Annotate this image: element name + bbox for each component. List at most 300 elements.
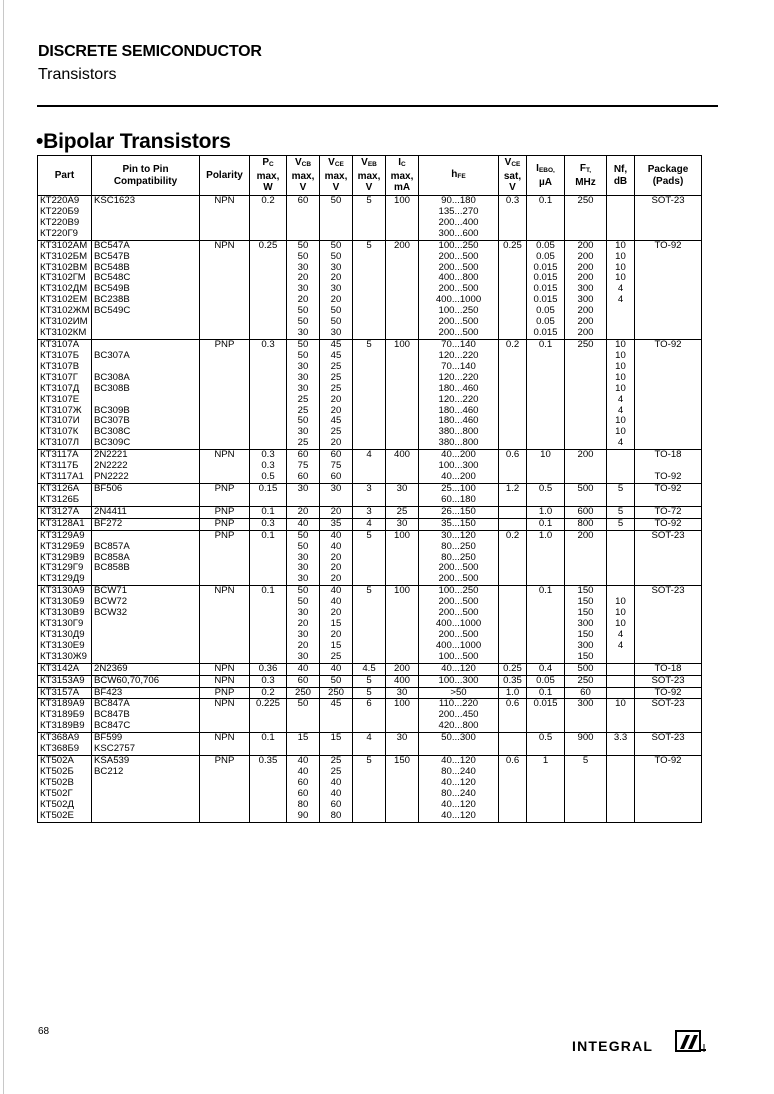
cell-vce: 50 bbox=[320, 317, 353, 328]
cell-package: SOT-23 bbox=[635, 675, 702, 687]
cell-vce: 250 bbox=[320, 687, 353, 699]
cell-hfe: 30...120 bbox=[419, 530, 499, 541]
cell-nf: 10 bbox=[607, 351, 635, 362]
cell-iebo bbox=[527, 767, 565, 778]
cell-ft bbox=[565, 710, 607, 721]
cell-compatibility: BC238B bbox=[92, 295, 200, 306]
cell-veb bbox=[353, 778, 386, 789]
cell-polarity bbox=[200, 252, 250, 263]
cell-ft: 600 bbox=[565, 506, 607, 518]
cell-iebo bbox=[527, 373, 565, 384]
cell-vce: 20 bbox=[320, 506, 353, 518]
col-header-line: IC bbox=[398, 157, 406, 169]
cell-iebo bbox=[527, 574, 565, 585]
cell-vcb: 30 bbox=[287, 553, 320, 564]
cell-hfe: 200...500 bbox=[419, 328, 499, 339]
cell-iebo bbox=[527, 641, 565, 652]
table-row bbox=[38, 339, 702, 350]
page-number: 68 bbox=[38, 1026, 50, 1037]
cell-ft bbox=[565, 542, 607, 553]
cell-hfe: 200...450 bbox=[419, 710, 499, 721]
cell-compatibility: BC308C bbox=[92, 427, 200, 438]
cell-package bbox=[635, 438, 702, 449]
cell-compatibility: BC547A bbox=[92, 240, 200, 251]
col-header-line: V bbox=[509, 182, 516, 194]
cell-vcb: 90 bbox=[287, 811, 320, 822]
cell-iebo: 0.015 bbox=[527, 295, 565, 306]
cell-package bbox=[635, 229, 702, 240]
cell-hfe: 180...460 bbox=[419, 416, 499, 427]
cell-pc: 0.1 bbox=[250, 530, 287, 541]
cell-package: TO-92 bbox=[635, 687, 702, 699]
cell-iebo bbox=[527, 438, 565, 449]
cell-pc: 0.3 bbox=[250, 450, 287, 461]
cell-polarity: PNP bbox=[200, 518, 250, 530]
cell-hfe bbox=[419, 744, 499, 755]
cell-pc bbox=[250, 800, 287, 811]
cell-vce-sat bbox=[499, 438, 527, 449]
cell-compatibility bbox=[92, 641, 200, 652]
cell-hfe: 300...600 bbox=[419, 229, 499, 240]
cell-vcb: 60 bbox=[287, 778, 320, 789]
cell-package bbox=[635, 597, 702, 608]
cell-vce-sat bbox=[499, 518, 527, 530]
cell-polarity: PNP bbox=[200, 506, 250, 518]
cell-nf: 4 bbox=[607, 295, 635, 306]
cell-package bbox=[635, 252, 702, 263]
cell-vce-sat bbox=[499, 506, 527, 518]
cell-polarity bbox=[200, 395, 250, 406]
cell-ic: 100 bbox=[386, 196, 419, 207]
cell-ic bbox=[386, 263, 419, 274]
table-row bbox=[38, 652, 702, 663]
cell-pc bbox=[250, 284, 287, 295]
cell-veb bbox=[353, 384, 386, 395]
cell-nf: 4 bbox=[607, 630, 635, 641]
cell-ic bbox=[386, 406, 419, 417]
cell-vce bbox=[320, 710, 353, 721]
cell-hfe: 50...300 bbox=[419, 733, 499, 744]
cell-vcb: 30 bbox=[287, 362, 320, 373]
cell-package: TO-92 bbox=[635, 472, 702, 483]
cell-ic: 100 bbox=[386, 339, 419, 350]
cell-veb bbox=[353, 284, 386, 295]
cell-pc: 0.25 bbox=[250, 240, 287, 251]
cell-part: КТ368Б9 bbox=[38, 744, 92, 755]
cell-ic bbox=[386, 789, 419, 800]
cell-hfe: 70...140 bbox=[419, 339, 499, 350]
cell-veb: 6 bbox=[353, 699, 386, 710]
col-header-package bbox=[635, 156, 702, 196]
cell-iebo bbox=[527, 721, 565, 732]
cell-pc bbox=[250, 608, 287, 619]
cell-veb bbox=[353, 273, 386, 284]
cell-nf: 5 bbox=[607, 483, 635, 494]
cell-iebo: 0.05 bbox=[527, 252, 565, 263]
table-row bbox=[38, 328, 702, 339]
cell-vcb: 25 bbox=[287, 395, 320, 406]
document-subcategory: Transistors bbox=[38, 66, 117, 83]
col-header-pc bbox=[250, 156, 287, 196]
cell-ic bbox=[386, 630, 419, 641]
cell-vce-sat bbox=[499, 351, 527, 362]
cell-polarity: NPN bbox=[200, 675, 250, 687]
table-row bbox=[38, 472, 702, 483]
cell-pc bbox=[250, 597, 287, 608]
table-row bbox=[38, 733, 702, 744]
cell-compatibility: BC308B bbox=[92, 384, 200, 395]
cell-compatibility bbox=[92, 495, 200, 506]
cell-vce-sat: 1.2 bbox=[499, 483, 527, 494]
cell-compatibility: 2N2222 bbox=[92, 461, 200, 472]
cell-vce-sat bbox=[499, 619, 527, 630]
table-row bbox=[38, 284, 702, 295]
col-header-polarity bbox=[200, 156, 250, 196]
cell-veb: 4 bbox=[353, 450, 386, 461]
cell-part: КТ368А9 bbox=[38, 733, 92, 744]
cell-part: КТ3102ИМ bbox=[38, 317, 92, 328]
cell-package bbox=[635, 328, 702, 339]
cell-ic bbox=[386, 416, 419, 427]
cell-vcb: 50 bbox=[287, 317, 320, 328]
cell-vce bbox=[320, 495, 353, 506]
cell-package bbox=[635, 608, 702, 619]
cell-hfe: 70...140 bbox=[419, 362, 499, 373]
cell-polarity bbox=[200, 351, 250, 362]
cell-veb: 5 bbox=[353, 530, 386, 541]
cell-vce: 30 bbox=[320, 328, 353, 339]
cell-part: КТ3107В bbox=[38, 362, 92, 373]
cell-vce-sat bbox=[499, 630, 527, 641]
col-header-line: max, bbox=[256, 170, 280, 182]
cell-compatibility bbox=[92, 362, 200, 373]
cell-polarity bbox=[200, 641, 250, 652]
cell-compatibility: BCW32 bbox=[92, 608, 200, 619]
col-header-line: VEB bbox=[361, 157, 377, 169]
cell-vcb: 50 bbox=[287, 416, 320, 427]
cell-hfe: 80...250 bbox=[419, 542, 499, 553]
cell-package bbox=[635, 384, 702, 395]
table-row bbox=[38, 252, 702, 263]
cell-vcb: 20 bbox=[287, 619, 320, 630]
cell-hfe: 200...500 bbox=[419, 630, 499, 641]
cell-vce: 20 bbox=[320, 630, 353, 641]
table-row bbox=[38, 295, 702, 306]
cell-ic bbox=[386, 710, 419, 721]
cell-vce-sat bbox=[499, 472, 527, 483]
cell-vce-sat bbox=[499, 495, 527, 506]
table-row bbox=[38, 699, 702, 710]
cell-ft bbox=[565, 384, 607, 395]
table-row bbox=[38, 663, 702, 675]
cell-part: КТ3107К bbox=[38, 427, 92, 438]
cell-iebo bbox=[527, 563, 565, 574]
cell-part: КТ3117А1 bbox=[38, 472, 92, 483]
cell-hfe: 40...200 bbox=[419, 450, 499, 461]
page-edge-line bbox=[3, 0, 4, 1094]
cell-polarity bbox=[200, 778, 250, 789]
table-row bbox=[38, 630, 702, 641]
table-row bbox=[38, 240, 702, 251]
cell-nf bbox=[607, 721, 635, 732]
cell-ft: 800 bbox=[565, 518, 607, 530]
cell-vce: 20 bbox=[320, 553, 353, 564]
cell-pc bbox=[250, 317, 287, 328]
cell-hfe: 180...460 bbox=[419, 384, 499, 395]
cell-hfe: 200...500 bbox=[419, 284, 499, 295]
cell-nf: 10 bbox=[607, 373, 635, 384]
cell-vce: 50 bbox=[320, 306, 353, 317]
cell-iebo bbox=[527, 542, 565, 553]
cell-ft: 200 bbox=[565, 240, 607, 251]
cell-compatibility: PN2222 bbox=[92, 472, 200, 483]
cell-ft: 900 bbox=[565, 733, 607, 744]
cell-package bbox=[635, 362, 702, 373]
cell-vce: 40 bbox=[320, 789, 353, 800]
cell-ft: 250 bbox=[565, 675, 607, 687]
cell-pc bbox=[250, 563, 287, 574]
cell-ft: 500 bbox=[565, 663, 607, 675]
col-header-compatibility bbox=[92, 156, 200, 196]
cell-nf bbox=[607, 472, 635, 483]
section-title bbox=[36, 130, 231, 154]
cell-nf: 10 bbox=[607, 597, 635, 608]
subscript: FE bbox=[457, 172, 466, 180]
cell-vce-sat bbox=[499, 744, 527, 755]
cell-veb bbox=[353, 416, 386, 427]
cell-pc bbox=[250, 427, 287, 438]
cell-ic: 400 bbox=[386, 450, 419, 461]
table-row bbox=[38, 811, 702, 822]
cell-part: КТ3127А bbox=[38, 506, 92, 518]
cell-vce: 20 bbox=[320, 608, 353, 619]
section-title-text: Bipolar Transistors bbox=[43, 130, 231, 153]
subscript: EB bbox=[367, 161, 377, 169]
cell-iebo: 0.015 bbox=[527, 284, 565, 295]
cell-vce: 20 bbox=[320, 395, 353, 406]
cell-ft bbox=[565, 438, 607, 449]
cell-veb bbox=[353, 406, 386, 417]
cell-nf bbox=[607, 218, 635, 229]
table-row bbox=[38, 542, 702, 553]
cell-vce: 50 bbox=[320, 675, 353, 687]
cell-vce-sat bbox=[499, 767, 527, 778]
cell-veb: 5 bbox=[353, 240, 386, 251]
cell-hfe: 100...250 bbox=[419, 306, 499, 317]
cell-vce: 50 bbox=[320, 240, 353, 251]
cell-package bbox=[635, 778, 702, 789]
cell-hfe: 400...1000 bbox=[419, 641, 499, 652]
cell-nf: 4 bbox=[607, 406, 635, 417]
cell-veb: 4 bbox=[353, 733, 386, 744]
cell-nf bbox=[607, 317, 635, 328]
cell-pc bbox=[250, 767, 287, 778]
cell-vce-sat bbox=[499, 542, 527, 553]
cell-polarity bbox=[200, 619, 250, 630]
cell-vcb: 60 bbox=[287, 472, 320, 483]
cell-vcb: 30 bbox=[287, 373, 320, 384]
col-header-line: dB bbox=[613, 175, 628, 187]
col-header-ft bbox=[565, 156, 607, 196]
cell-ic: 200 bbox=[386, 240, 419, 251]
cell-polarity bbox=[200, 229, 250, 240]
cell-nf bbox=[607, 800, 635, 811]
cell-iebo: 0.05 bbox=[527, 240, 565, 251]
cell-part: КТ3107Л bbox=[38, 438, 92, 449]
col-header-line: Nf, bbox=[613, 164, 628, 175]
cell-vce bbox=[320, 229, 353, 240]
cell-vce: 25 bbox=[320, 767, 353, 778]
table-row bbox=[38, 362, 702, 373]
cell-ft bbox=[565, 427, 607, 438]
col-header-line: MHz bbox=[575, 176, 596, 188]
cell-ic bbox=[386, 328, 419, 339]
cell-iebo bbox=[527, 207, 565, 218]
cell-polarity bbox=[200, 317, 250, 328]
cell-ic bbox=[386, 652, 419, 663]
cell-ft bbox=[565, 461, 607, 472]
cell-polarity bbox=[200, 721, 250, 732]
cell-package: TO-92 bbox=[635, 240, 702, 251]
cell-package bbox=[635, 767, 702, 778]
cell-ic bbox=[386, 207, 419, 218]
cell-part: КТ3189В9 bbox=[38, 721, 92, 732]
cell-iebo bbox=[527, 778, 565, 789]
cell-compatibility: BCW71 bbox=[92, 586, 200, 597]
cell-iebo: 0.015 bbox=[527, 273, 565, 284]
cell-ft: 300 bbox=[565, 284, 607, 295]
table-row bbox=[38, 518, 702, 530]
cell-part: КТ3102ВМ bbox=[38, 263, 92, 274]
cell-part: КТ3153А9 bbox=[38, 675, 92, 687]
cell-hfe: 80...250 bbox=[419, 553, 499, 564]
cell-vce-sat: 0.35 bbox=[499, 675, 527, 687]
cell-pc: 0.5 bbox=[250, 472, 287, 483]
cell-veb bbox=[353, 395, 386, 406]
cell-pc bbox=[250, 229, 287, 240]
cell-veb bbox=[353, 306, 386, 317]
cell-iebo: 1 bbox=[527, 756, 565, 767]
col-header-line: max, bbox=[357, 170, 381, 182]
cell-part: КТ3107А bbox=[38, 339, 92, 350]
cell-package: TO-92 bbox=[635, 483, 702, 494]
cell-vce-sat bbox=[499, 218, 527, 229]
cell-compatibility: KSC2757 bbox=[92, 744, 200, 755]
cell-ft bbox=[565, 395, 607, 406]
cell-polarity: PNP bbox=[200, 530, 250, 541]
cell-compatibility: BC307B bbox=[92, 416, 200, 427]
cell-ft bbox=[565, 416, 607, 427]
cell-package bbox=[635, 553, 702, 564]
cell-vcb: 60 bbox=[287, 789, 320, 800]
cell-part: КТ3107И bbox=[38, 416, 92, 427]
table-row bbox=[38, 744, 702, 755]
table-row bbox=[38, 608, 702, 619]
cell-hfe: 80...240 bbox=[419, 789, 499, 800]
cell-ft: 150 bbox=[565, 608, 607, 619]
cell-part: КТ502Е bbox=[38, 811, 92, 822]
cell-hfe: 40...120 bbox=[419, 778, 499, 789]
cell-polarity bbox=[200, 630, 250, 641]
cell-package bbox=[635, 710, 702, 721]
cell-polarity: NPN bbox=[200, 699, 250, 710]
cell-vcb: 75 bbox=[287, 461, 320, 472]
cell-iebo: 0.015 bbox=[527, 328, 565, 339]
cell-vce-sat bbox=[499, 586, 527, 597]
cell-iebo bbox=[527, 229, 565, 240]
cell-ic bbox=[386, 597, 419, 608]
cell-nf: 4 bbox=[607, 395, 635, 406]
bipolar-transistor-table bbox=[37, 155, 702, 823]
cell-part: КТ3102ЖМ bbox=[38, 306, 92, 317]
cell-vcb: 50 bbox=[287, 351, 320, 362]
cell-veb bbox=[353, 800, 386, 811]
cell-polarity: NPN bbox=[200, 450, 250, 461]
cell-vce: 20 bbox=[320, 574, 353, 585]
cell-ft bbox=[565, 362, 607, 373]
cell-ic bbox=[386, 218, 419, 229]
cell-vce-sat bbox=[499, 207, 527, 218]
cell-veb bbox=[353, 652, 386, 663]
cell-ft bbox=[565, 800, 607, 811]
cell-iebo: 0.5 bbox=[527, 733, 565, 744]
cell-hfe: 200...500 bbox=[419, 263, 499, 274]
cell-ic: 100 bbox=[386, 586, 419, 597]
table-row bbox=[38, 574, 702, 585]
col-header-line: (Pads) bbox=[652, 175, 684, 187]
cell-package bbox=[635, 218, 702, 229]
cell-pc bbox=[250, 574, 287, 585]
cell-pc: 0.1 bbox=[250, 586, 287, 597]
col-header-hfe bbox=[419, 156, 499, 196]
cell-vce: 15 bbox=[320, 641, 353, 652]
cell-veb bbox=[353, 351, 386, 362]
cell-veb bbox=[353, 542, 386, 553]
cell-hfe: 135...270 bbox=[419, 207, 499, 218]
cell-vce-sat: 0.6 bbox=[499, 756, 527, 767]
cell-veb bbox=[353, 641, 386, 652]
cell-part: КТ3107Г bbox=[38, 373, 92, 384]
cell-polarity bbox=[200, 744, 250, 755]
cell-vce: 45 bbox=[320, 699, 353, 710]
cell-vce-sat bbox=[499, 789, 527, 800]
cell-pc: 0.3 bbox=[250, 675, 287, 687]
cell-polarity: NPN bbox=[200, 733, 250, 744]
cell-ft bbox=[565, 207, 607, 218]
cell-hfe: 35...150 bbox=[419, 518, 499, 530]
cell-polarity bbox=[200, 295, 250, 306]
table-row bbox=[38, 483, 702, 494]
cell-compatibility: BCW72 bbox=[92, 597, 200, 608]
cell-vcb: 30 bbox=[287, 608, 320, 619]
cell-nf: 10 bbox=[607, 416, 635, 427]
cell-nf: 10 bbox=[607, 362, 635, 373]
cell-nf: 10 bbox=[607, 240, 635, 251]
cell-hfe: 25...100 bbox=[419, 483, 499, 494]
cell-nf: 4 bbox=[607, 284, 635, 295]
col-header-vce bbox=[320, 156, 353, 196]
cell-part: КТ220Б9 bbox=[38, 207, 92, 218]
cell-ic bbox=[386, 495, 419, 506]
cell-nf bbox=[607, 328, 635, 339]
cell-polarity bbox=[200, 461, 250, 472]
cell-iebo bbox=[527, 495, 565, 506]
cell-polarity: NPN bbox=[200, 586, 250, 597]
cell-compatibility bbox=[92, 229, 200, 240]
cell-vce: 45 bbox=[320, 351, 353, 362]
cell-pc bbox=[250, 218, 287, 229]
cell-nf bbox=[607, 450, 635, 461]
